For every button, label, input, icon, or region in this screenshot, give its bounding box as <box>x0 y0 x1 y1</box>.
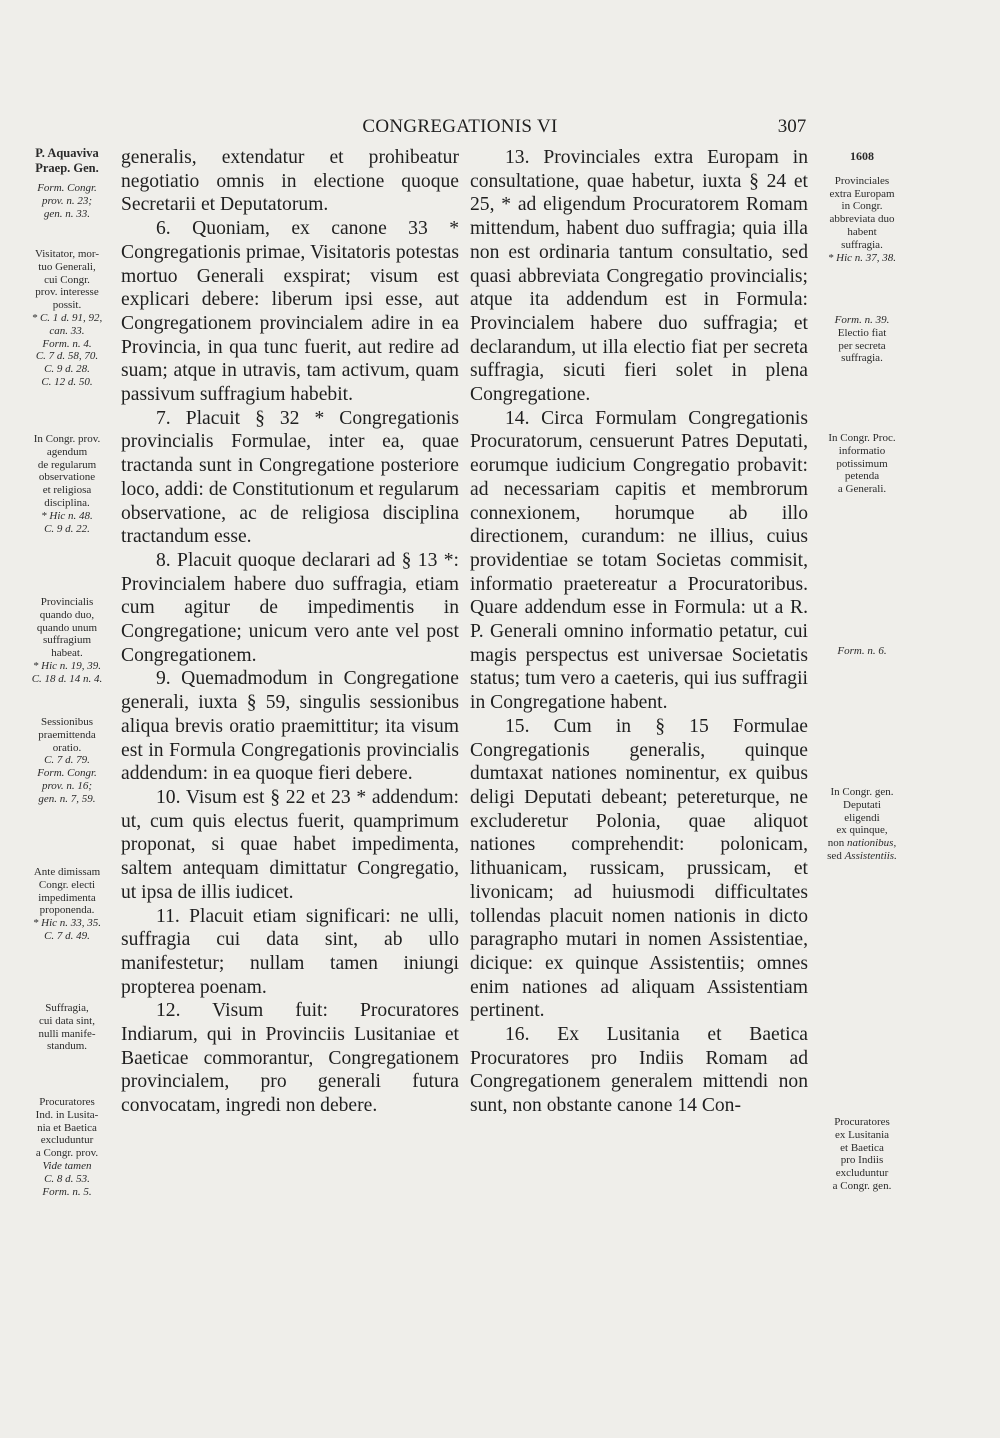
margin-note <box>812 150 912 264</box>
margin-text: sed <box>827 849 842 862</box>
margin-line: et religiosa <box>42 484 92 497</box>
margin-line: Procuratores <box>39 1096 95 1108</box>
margin-text: non <box>827 837 845 850</box>
margin-line: cui data sint, <box>39 1014 95 1027</box>
margin-line: suffragia. <box>841 352 883 365</box>
margin-line: In Congr. prov. <box>33 433 101 445</box>
margin-line: proponenda. <box>39 904 95 917</box>
margin-note <box>812 786 912 863</box>
margin-line: Suffragia, <box>45 1002 89 1014</box>
margin-line: Provincialis <box>40 596 94 608</box>
margin-line <box>812 837 912 850</box>
margin-ref: Form. n. 6. <box>837 645 887 657</box>
margin-ref: gen. n. 33. <box>43 207 91 220</box>
margin-ref: C. 7 d. 49. <box>44 929 90 942</box>
paragraph: 12. Visum fuit: Procuratores Indiarum, qui in Provinciis Lusitaniae et Baeticae commorantur, Congregationem provincialem, pro generali futura convocatam, ingredi non debere. <box>121 1000 459 1117</box>
paragraph: 15. Cum in § 15 Formulae Congregationis generalis, quinque dumtaxat nationes nominentur, ex quibus deligi Deputati debeant; petereturque, ne excluderetur Polonia, quae aliquot nationes comprehendit: polonicam, lithuanicam, russicam, prussicam, et livonicam; ad huiusmodi difficultates tollendas placuit nomen nationis in dicto paragrapho mutari in nomen Assistentiae, dicique: ex quinque Assistentiis; omnes enim nationes ad aliquam Assistentiam pertinent. <box>470 715 808 1022</box>
margin-line: Ind. in Lusita- <box>35 1108 99 1121</box>
margin-ref: Form. Congr. <box>37 182 97 194</box>
margin-heading: Praep. Gen. <box>35 161 99 175</box>
margin-line: habent <box>847 225 877 238</box>
margin-line: cui Congr. <box>44 273 90 286</box>
margin-line: Sessionibus <box>41 716 93 728</box>
paragraph: generalis, extendatur et prohibeatur negotiatio omnis in electione quoque Secretarii et Deputatorum. <box>121 147 459 216</box>
margin-line: petenda <box>844 470 880 483</box>
margin-note <box>812 1116 912 1193</box>
margin-line: observatione <box>38 471 96 484</box>
margin-ref: C. 8 d. 53. <box>44 1172 90 1185</box>
margin-line: a Congr. gen. <box>832 1179 892 1192</box>
paragraph: 13. Provinciales extra Europam in consultatione, quae habetur, iuxta § 24 et 25, * ad eligendum Procuratorem Romam mittendum, habent duo suffragia; quia illa non est ordinaria tantum consultatio, sed quasi abbreviata Congregatio provincialis; atque ita addendum est in Formula: Provincialem habere duo suffragia; et declarandum, ut illa electio fiat per secreta suffragia, sicuti fieri solet in plena Congregatione. <box>470 147 808 406</box>
margin-line: nia et Baetica <box>37 1121 97 1134</box>
margin-line: habeat. <box>51 647 83 660</box>
margin-line: Visitator, mor- <box>34 248 100 260</box>
margin-line: a Generali. <box>837 483 887 496</box>
page-number: 307 <box>777 116 807 137</box>
right-text-column <box>470 146 808 1118</box>
margin-ref: C. 9 d. 22. <box>44 522 90 535</box>
margin-ref: can. 33. <box>49 324 85 337</box>
margin-line: informatio <box>838 444 886 457</box>
margin-note <box>18 248 116 389</box>
paragraph: 16. Ex Lusitania et Baetica Procuratores pro Indiis Romam ad Congregationem generalem mittendi non sunt, non obstante canone 14 Con- <box>470 1024 808 1117</box>
margin-ref: Vide tamen <box>42 1159 92 1172</box>
paragraph: 6. Quoniam, ex canone 33 * Congregationis primae, Visitatoris potestas mortuo Generali exspirat; visum est explicari debere: liberum ipsi esse, aut Congregationem provincialem adire in ea Provincia, in qua tunc fuerit, aut redire ad suam; atque in utravis, tam activum, quam passivum suffragium habebit. <box>121 218 459 406</box>
margin-line: potissimum <box>836 457 888 470</box>
margin-line: quando unum <box>36 621 98 634</box>
margin-note <box>18 1002 116 1053</box>
margin-line: a Congr. prov. <box>35 1147 99 1160</box>
margin-italic: nationibus, <box>847 837 897 850</box>
margin-ref: prov. n. 23; <box>41 194 93 207</box>
margin-line: praemittenda <box>38 728 96 741</box>
margin-ref: C. 9 d. 28. <box>44 363 90 376</box>
margin-line: prov. interesse <box>35 286 99 299</box>
margin-line: Ante dimissam <box>33 866 101 878</box>
paragraph: 14. Circa Formulam Congregationis Procuratorum, censuerunt Patres Deputati, eorumque iudicium Congregatio probavit: ad necessariam capitis et membrorum connexionem, horumque ab illo directionem, curandum: ne illius, cuius providentiae se totam Societas commisit, informatio praetereatur a Procuratoribus. Quare addendum esse in Formula: ut a R. P. Generali omnino informatio petatur, cui magis perspectus est universae Societatis status; tum vero a caeteris, qui ius suffragii in Congregatione habent. <box>470 407 808 714</box>
margin-line: nulli manife- <box>38 1027 96 1040</box>
margin-line: per secreta <box>838 339 886 352</box>
margin-italic: Assistentiis. <box>844 849 897 862</box>
margin-ref: * Hic n. 48. <box>41 509 93 522</box>
margin-line: pro Indiis <box>840 1154 884 1167</box>
margin-ref: Form. n. 4. <box>42 337 92 350</box>
margin-line: quando duo, <box>39 608 95 621</box>
margin-ref: gen. n. 7, 59. <box>38 792 96 805</box>
paragraph: 11. Placuit etiam significari: ne ulli, suffragia cui data sint, ab ullo manifestetur; nullam tamen iniungi propterea poenam. <box>121 905 459 998</box>
margin-note <box>812 645 912 658</box>
margin-line: in Congr. <box>841 200 883 213</box>
margin-ref: C. 7 d. 58, 70. <box>35 350 99 363</box>
margin-line: In Congr. Proc. <box>828 432 896 444</box>
margin-ref: * Hic n. 19, 39. <box>32 659 102 672</box>
margin-note <box>18 433 116 535</box>
margin-line: agendum <box>46 445 88 458</box>
margin-line: Provinciales <box>834 174 890 187</box>
margin-ref: prov. n. 16; <box>41 779 93 792</box>
margin-line: Congr. electi <box>38 878 96 891</box>
margin-note <box>18 716 116 806</box>
paragraph: 10. Visum est § 22 et 23 * addendum: ut, cum quis electus fuerit, quamprimum proponat, si quae habet impedimenta, saltem antequam dimittatur Congregatio, ut ipsa de illis iudicet. <box>121 786 459 903</box>
left-text-column <box>121 146 459 1118</box>
paragraph: 9. Quemadmodum in Congregatione generali, iuxta § 59, singulis sessionibus aliqua brevis oratio praemittitur; ita visum est in Formula Congregationis provincialis addendum: in ea quoque fieri debere. <box>121 668 459 785</box>
margin-ref: * Hic n. 37, 38. <box>827 251 897 264</box>
margin-note <box>18 1096 116 1198</box>
margin-line: ex quinque, <box>836 824 888 837</box>
margin-line: et Baetica <box>840 1141 884 1154</box>
margin-line: possit. <box>52 299 82 312</box>
margin-ref: Form. n. 5. <box>42 1185 92 1198</box>
margin-line: suffragia. <box>841 238 883 251</box>
margin-ref: * Hic n. 33, 35. <box>32 917 102 930</box>
margin-line: de regularum <box>37 458 97 471</box>
margin-line: standum. <box>46 1040 88 1053</box>
margin-line <box>812 850 912 863</box>
paragraph: 7. Placuit § 32 * Congregationis provincialis Formulae, inter ea, quae tractanda sunt in Congregatione posteriore loco, addi: de Constitutionum et regularum observatione, ac de religiosa disciplina tractandum esse. <box>121 407 459 548</box>
margin-line: In Congr. gen. <box>830 786 894 798</box>
margin-ref: Form. Congr. <box>37 767 97 780</box>
margin-line: eligendi <box>844 811 880 824</box>
margin-line: abbreviata duo <box>829 213 895 226</box>
margin-line: suffragium <box>42 634 92 647</box>
margin-year: 1608 <box>850 149 874 163</box>
margin-line: Electio fiat <box>837 326 887 339</box>
margin-ref: Form. n. 39. <box>834 314 890 326</box>
margin-ref: C. 18 d. 14 n. 4. <box>31 672 103 685</box>
margin-ref: * C. 1 d. 91, 92, <box>31 311 103 324</box>
margin-note <box>18 146 116 220</box>
margin-heading: P. Aquaviva <box>35 146 99 160</box>
margin-line: Deputati <box>843 798 881 811</box>
margin-line: Procuratores <box>834 1116 890 1128</box>
running-header-title: CONGREGATIONIS VI <box>362 116 558 137</box>
margin-note <box>812 432 912 496</box>
paragraph: 8. Placuit quoque declarari ad § 13 *: Provincialem habere duo suffragia, etiam cum agitur de impedimentis in Congregatione; unicum vero ante vel post Congregationem. <box>121 549 459 666</box>
margin-line: tuo Generali, <box>38 260 96 273</box>
margin-line: disciplina. <box>44 496 90 509</box>
margin-note <box>812 314 912 365</box>
margin-line: ex Lusitania <box>834 1128 890 1141</box>
margin-line: oratio. <box>52 741 82 754</box>
margin-ref: C. 12 d. 50. <box>41 375 93 388</box>
margin-ref: C. 7 d. 79. <box>44 754 90 767</box>
margin-line: excluduntur <box>835 1167 889 1180</box>
margin-line: extra Europam <box>829 187 895 200</box>
margin-line: impedimenta <box>38 891 96 904</box>
margin-note <box>18 866 116 943</box>
margin-note <box>18 596 116 686</box>
margin-line: excluduntur <box>40 1134 94 1147</box>
